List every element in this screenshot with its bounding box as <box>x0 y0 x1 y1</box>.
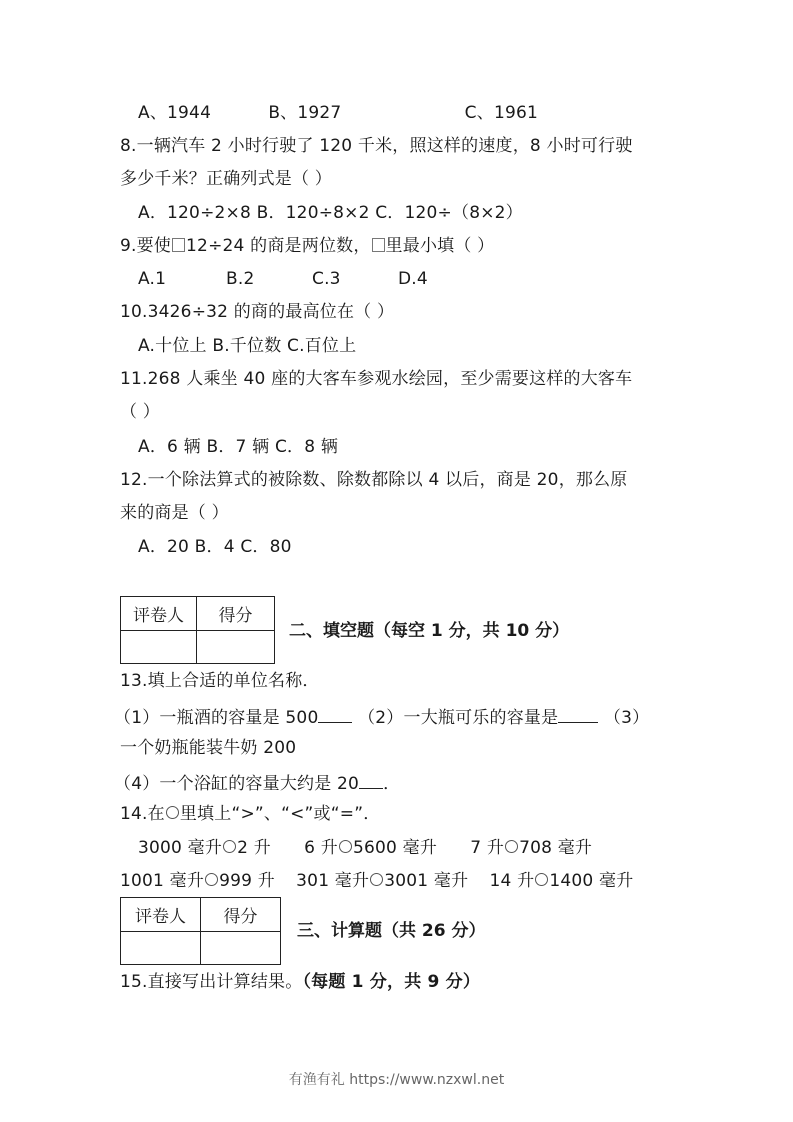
q7-option-b: B、1927 <box>268 103 342 123</box>
grader-header: 评卷人 <box>121 898 201 932</box>
footer-watermark: 有渔有礼 https://www.nzxwl.net <box>288 1072 505 1088</box>
score-cell[interactable] <box>197 631 275 664</box>
q13-part-3b: 一个奶瓶能装牛奶 200 <box>120 738 297 758</box>
q13-blank-1[interactable] <box>318 704 352 723</box>
q8-options: A．120÷2×8 B．120÷8×2 C．120÷（8×2） <box>138 203 523 223</box>
compare-circle[interactable] <box>535 873 548 886</box>
q15-title: 15.直接写出计算结果。（每题 1 分，共 9 分） <box>120 972 481 992</box>
q10-question: 10.3426÷32 的商的最高位在（ ） <box>120 302 395 322</box>
score-table-section3 <box>120 897 281 965</box>
grader-cell[interactable] <box>121 932 201 965</box>
score-table-section2 <box>120 596 275 664</box>
q9-option-c: C.3 <box>312 269 341 289</box>
q11-line1: 11.268 人乘坐 40 座的大客车参观水绘园，至少需要这样的大客车 <box>120 369 633 389</box>
q13-part-4: （4）一个浴缸的容量大约是 20 ． <box>114 770 400 795</box>
score-cell[interactable] <box>201 932 281 965</box>
section3-title: 三、计算题（共 26 分） <box>297 921 486 941</box>
q9-options <box>138 268 428 290</box>
q14-title: 14.在 里填上“>”、“<”或“=”． <box>120 804 381 824</box>
q14-row1: 3000 毫升 2 升 6 升 5600 毫升 7 升 708 毫升 <box>138 838 593 858</box>
score-header: 得分 <box>201 898 281 932</box>
compare-circle[interactable] <box>223 840 236 853</box>
q7-option-c: C、1961 <box>464 103 539 123</box>
q14-row2: 1001 毫升 999 升 301 毫升 3001 毫升 14 升 1400 毫升 <box>120 871 634 891</box>
q13-title: 13.填上合适的单位名称． <box>120 671 320 691</box>
q11-options: A．6 辆 B．7 辆 C．8 辆 <box>138 437 339 457</box>
blank-square-icon <box>172 238 185 252</box>
q7-options <box>138 102 538 124</box>
q8-line2: 多少千米？正确列式是（ ） <box>120 169 333 189</box>
compare-circle[interactable] <box>505 840 518 853</box>
q9-option-a: A.1 <box>138 269 167 289</box>
q11-line2: （ ） <box>120 402 161 422</box>
compare-circle[interactable] <box>370 873 383 886</box>
q7-option-a: A、1944 <box>138 103 212 123</box>
grader-header: 评卷人 <box>121 597 197 631</box>
score-header: 得分 <box>197 597 275 631</box>
section2-title: 二、填空题（每空 1 分，共 10 分） <box>289 621 570 641</box>
compare-circle[interactable] <box>339 840 352 853</box>
q12-line1: 12.一个除法算式的被除数、除数都除以 4 以后，商是 20，那么原 <box>120 470 628 490</box>
q9-question: 9.要使 12÷24 的商是两位数， 里最小填（ ） <box>120 236 495 256</box>
q9-option-b: B.2 <box>226 269 255 289</box>
q8-line1: 8.一辆汽车 2 小时行驶了 120 千米，照这样的速度，8 小时可行驶 <box>120 136 633 156</box>
q12-line2: 来的商是（ ） <box>120 503 229 523</box>
q13-blank-4[interactable] <box>359 770 383 789</box>
grader-cell[interactable] <box>121 631 197 664</box>
compare-circle[interactable] <box>205 873 218 886</box>
blank-square-icon <box>372 238 385 252</box>
q12-options: A．20 B．4 C．80 <box>138 537 292 557</box>
q10-options: A.十位上 B.千位数 C.百位上 <box>138 336 357 356</box>
q9-option-d: D.4 <box>398 269 428 289</box>
q13-blank-2[interactable] <box>558 704 598 723</box>
q13-parts-1-3: （1）一瓶酒的容量是 500 （2）一大瓶可乐的容量是 （3） <box>114 704 649 729</box>
blank-circle-icon <box>166 806 179 819</box>
